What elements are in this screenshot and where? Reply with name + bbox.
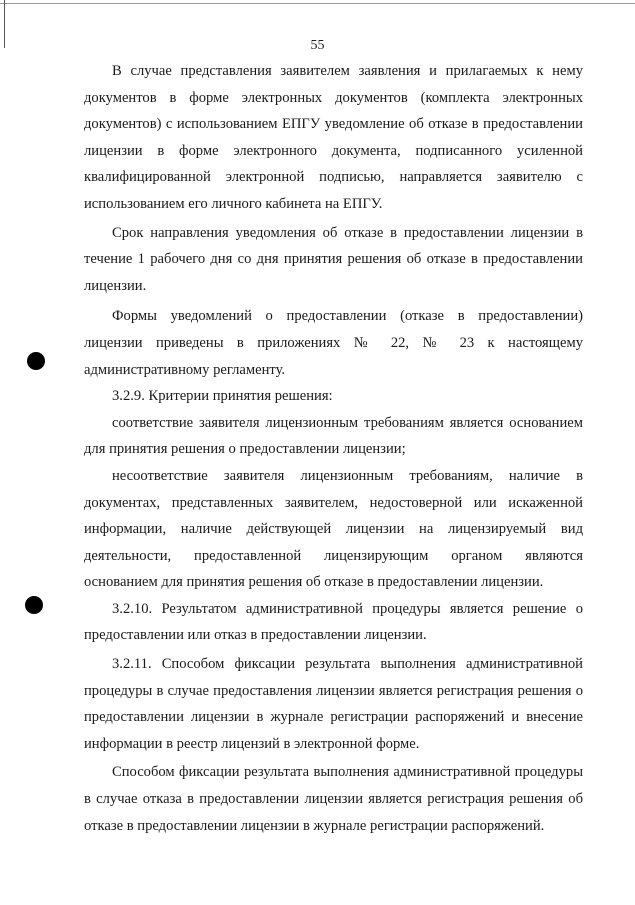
punch-hole (25, 596, 43, 614)
document-body (84, 58, 583, 839)
page-number: 55 (310, 38, 325, 53)
paragraph-notification-forms: Формы уведомлений о предоставлении (отказе в предоставлении) лицензии приведены в приложениях № 22, № 23 к настоящему административному регламенту. (84, 308, 583, 378)
paragraph-3-2-10: 3.2.10. Результатом административной процедуры является решение о предоставлении или отказ в предоставлении лицензии. (84, 600, 583, 644)
paragraph-criteria-compliance: соответствие заявителя лицензионным требованиям является основанием для принятия решения о предоставлении лицензии; (84, 414, 583, 458)
paragraph-epgu-notification: В случае представления заявителем заявления и прилагаемых к нему документов в форме электронных документов (комплекта электронных документов) с использованием ЕПГУ уведомление об отказе в предоставлении лицензии в форме электронного документа, подписанного усиленной квалифицированной электронной подписью, направляется заявителю с использованием его личного кабинета на ЕПГУ. (84, 63, 583, 212)
paragraph-3-2-9-heading: 3.2.9. Критерии принятия решения: (112, 388, 333, 405)
paragraph-notification-term: Срок направления уведомления об отказе в предоставлении лицензии в течение 1 рабочего дня со дня принятия решения об отказе в предоставлении лицензии. (84, 224, 583, 294)
paragraph-3-2-11: 3.2.11. Способом фиксации результата выполнения административной процедуры в случае предоставления лицензии является регистрация решения о предоставлении лицензии в журнале регистрации распоряжений и внесение информации в реестр лицензий в электронной форме. (84, 656, 583, 752)
scan-top-edge (0, 3, 635, 4)
punch-hole (27, 352, 45, 370)
paragraph-criteria-noncompliance: несоответствие заявителя лицензионным требованиям, наличие в документах, представленных заявителем, недостоверной или искаженной информации, наличие действующей лицензии на лицензируемый вид деятельности, предоставленной лицензирующим органом являются основанием для принятия решения об отказе в предоставлении лицензии. (84, 467, 583, 591)
paragraph-fixation-refusal: Способом фиксации результата выполнения административной процедуры в случае отказа в предоставлении лицензии является регистрация решения об отказе в предоставлении лицензии в журнале регистрации распоряжений. (84, 764, 583, 834)
